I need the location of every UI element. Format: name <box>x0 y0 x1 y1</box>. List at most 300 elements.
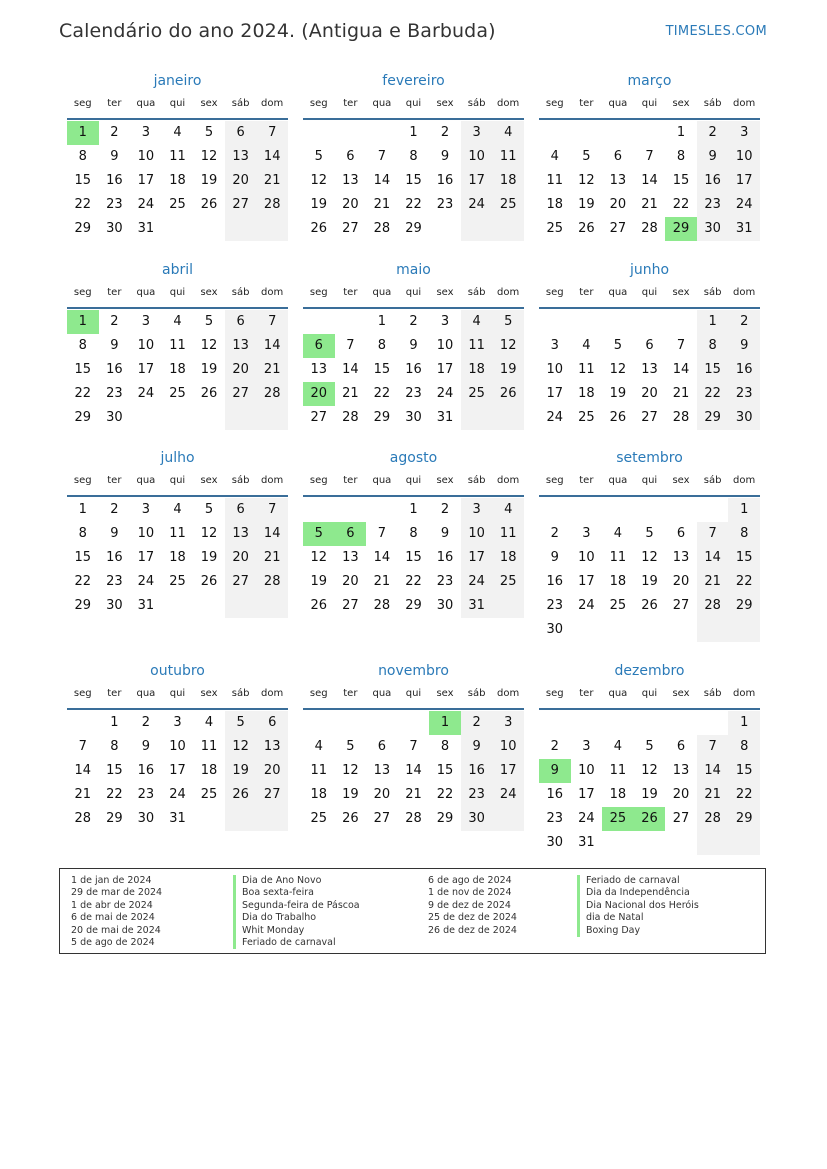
weekday-label: qua <box>372 475 392 486</box>
day-cell: 1 <box>67 121 99 145</box>
weekday-label: ter <box>107 98 122 109</box>
weekday-label: seg <box>545 287 564 298</box>
day-cell: 24 <box>578 598 595 613</box>
weekday-label: dom <box>733 287 756 298</box>
empty-cell <box>634 711 666 735</box>
day-cell: 4 <box>613 739 623 754</box>
header-rule <box>67 118 288 120</box>
day-cell: 12 <box>641 763 658 778</box>
day-cell: 2 <box>110 502 119 517</box>
day-cell: 14 <box>405 763 422 778</box>
day-cell: 31 <box>137 598 155 613</box>
weekday-header <box>303 473 524 495</box>
day-cell: 18 <box>609 787 627 802</box>
weekday-label: qui <box>169 688 186 699</box>
day-cell: 3 <box>728 121 760 145</box>
day-cell: 11 <box>546 173 564 188</box>
weekday-label: qui <box>405 688 422 699</box>
day-cell: 24 <box>546 410 564 425</box>
day-cell: 3 <box>440 314 450 329</box>
day-cell: 25 <box>492 193 524 217</box>
day-cell: 26 <box>492 382 524 406</box>
day-cell: 10 <box>578 550 595 565</box>
day-cell: 1 <box>78 502 87 517</box>
day-cell: 7 <box>256 121 288 145</box>
day-cell: 7 <box>697 735 729 759</box>
day-cell: 4 <box>613 526 623 541</box>
day-cell: 20 <box>609 197 627 212</box>
day-cell: 11 <box>169 149 186 164</box>
day-cell: 30 <box>436 598 454 613</box>
weekday-label: sáb <box>467 475 486 486</box>
day-cell: 23 <box>436 574 454 589</box>
header-rule <box>539 118 760 120</box>
empty-cell <box>225 594 257 618</box>
day-grid <box>303 121 524 241</box>
day-cell: 27 <box>641 410 658 425</box>
legend-holiday-name: Dia Nacional dos Heróis <box>577 900 699 912</box>
day-cell: 28 <box>697 807 729 831</box>
empty-cell <box>492 594 524 618</box>
month-name: fevereiro <box>382 73 445 89</box>
day-cell: 25 <box>169 197 186 212</box>
empty-cell <box>193 594 225 618</box>
day-cell: 31 <box>578 835 595 850</box>
empty-cell <box>303 498 335 522</box>
weekday-label: qua <box>608 98 628 109</box>
day-cell: 18 <box>169 173 186 188</box>
day-cell: 4 <box>492 498 524 522</box>
day-cell: 13 <box>373 763 391 778</box>
month-agosto <box>303 447 524 618</box>
empty-cell <box>539 498 571 522</box>
day-cell: 31 <box>436 410 454 425</box>
day-cell: 11 <box>492 145 524 169</box>
day-cell: 15 <box>436 763 454 778</box>
weekday-header <box>67 686 288 708</box>
day-cell: 4 <box>550 149 559 164</box>
day-cell: 18 <box>169 550 186 565</box>
day-cell: 2 <box>141 715 151 730</box>
empty-cell <box>492 217 524 241</box>
weekday-label: seg <box>545 475 564 486</box>
day-cell: 20 <box>373 787 391 802</box>
day-cell: 6 <box>645 338 654 353</box>
month-name: agosto <box>389 450 438 466</box>
day-cell: 26 <box>225 783 257 807</box>
day-cell: 27 <box>342 221 359 236</box>
day-cell: 15 <box>405 550 422 565</box>
day-cell: 19 <box>609 386 627 401</box>
month-name: maio <box>396 262 431 278</box>
header-rule <box>539 307 760 309</box>
day-cell: 1 <box>728 498 760 522</box>
empty-cell <box>225 217 257 241</box>
empty-cell <box>366 711 398 735</box>
weekday-label: seg <box>309 475 328 486</box>
weekday-label: seg <box>73 688 92 699</box>
day-cell: 25 <box>169 386 186 401</box>
day-cell: 4 <box>173 314 182 329</box>
weekday-label: sex <box>672 475 690 486</box>
day-grid <box>303 310 524 430</box>
weekday-label: ter <box>343 287 358 298</box>
empty-cell <box>634 121 666 145</box>
day-cell: 19 <box>310 197 328 212</box>
day-cell: 22 <box>672 197 690 212</box>
day-cell: 27 <box>310 410 328 425</box>
day-cell: 13 <box>641 362 658 377</box>
legend-holiday-name: Dia da Independência <box>577 887 699 899</box>
weekday-label: qui <box>405 287 422 298</box>
day-cell: 20 <box>672 787 690 802</box>
day-cell: 3 <box>492 711 524 735</box>
weekday-label: qua <box>608 688 628 699</box>
day-cell: 9 <box>539 759 571 783</box>
weekday-label: dom <box>733 475 756 486</box>
header-rule <box>303 495 524 497</box>
day-cell: 19 <box>342 787 359 802</box>
day-cell: 15 <box>672 173 690 188</box>
day-cell: 2 <box>409 314 418 329</box>
day-cell: 29 <box>74 598 92 613</box>
day-cell: 3 <box>550 338 559 353</box>
day-cell: 30 <box>106 598 123 613</box>
day-cell: 11 <box>609 763 627 778</box>
day-cell: 23 <box>546 598 564 613</box>
brand-link[interactable]: TIMESLES.COM <box>665 24 767 39</box>
month-setembro <box>539 447 760 642</box>
empty-cell <box>634 498 666 522</box>
empty-cell <box>492 807 524 831</box>
weekday-label: qui <box>641 688 658 699</box>
legend-holiday-name: Whit Monday <box>233 925 360 937</box>
day-cell: 13 <box>256 735 288 759</box>
day-cell: 15 <box>74 550 92 565</box>
weekday-label: qua <box>372 98 392 109</box>
day-cell: 24 <box>137 386 155 401</box>
day-cell: 22 <box>728 783 760 807</box>
day-cell: 30 <box>106 221 123 236</box>
day-cell: 8 <box>728 522 760 546</box>
day-cell: 28 <box>256 382 288 406</box>
day-cell: 11 <box>310 763 328 778</box>
day-cell: 31 <box>461 594 493 618</box>
day-cell: 13 <box>342 173 359 188</box>
day-cell: 6 <box>377 739 387 754</box>
day-cell: 28 <box>373 598 391 613</box>
day-cell: 22 <box>74 197 92 212</box>
day-cell: 2 <box>697 121 729 145</box>
weekday-label: ter <box>107 287 122 298</box>
day-cell: 13 <box>609 173 627 188</box>
day-cell: 26 <box>310 221 328 236</box>
day-cell: 1 <box>409 125 418 140</box>
header-rule <box>539 708 760 710</box>
weekday-label: sáb <box>231 98 250 109</box>
day-cell: 11 <box>169 526 186 541</box>
weekday-label: ter <box>343 98 358 109</box>
day-cell: 17 <box>492 759 524 783</box>
weekday-label: qua <box>136 688 156 699</box>
day-cell: 3 <box>461 121 493 145</box>
weekday-header <box>539 285 760 307</box>
day-cell: 12 <box>310 550 328 565</box>
day-cell: 20 <box>641 386 658 401</box>
day-cell: 7 <box>676 338 686 353</box>
weekday-label: sáb <box>703 287 722 298</box>
day-cell: 11 <box>492 522 524 546</box>
day-cell: 5 <box>204 314 214 329</box>
month-name: janeiro <box>153 73 202 89</box>
day-cell: 12 <box>200 526 218 541</box>
weekday-label: seg <box>309 287 328 298</box>
header-rule <box>67 708 288 710</box>
day-cell: 21 <box>256 169 288 193</box>
day-cell: 5 <box>303 522 335 546</box>
empty-cell <box>225 406 257 430</box>
empty-cell <box>571 618 603 642</box>
day-cell: 17 <box>137 550 155 565</box>
day-cell: 8 <box>409 149 418 164</box>
weekday-label: dom <box>261 98 284 109</box>
weekday-label: seg <box>545 688 564 699</box>
empty-cell <box>602 121 634 145</box>
day-cell: 16 <box>546 787 564 802</box>
day-cell: 5 <box>204 502 214 517</box>
month-novembro <box>303 660 524 831</box>
weekday-label: seg <box>309 688 328 699</box>
day-cell: 23 <box>728 382 760 406</box>
weekday-label: qua <box>372 287 392 298</box>
empty-cell <box>193 217 225 241</box>
day-cell: 5 <box>582 149 591 164</box>
day-cell: 12 <box>492 334 524 358</box>
day-cell: 5 <box>346 739 355 754</box>
day-cell: 24 <box>461 570 493 594</box>
day-cell: 26 <box>310 598 328 613</box>
day-cell: 13 <box>225 145 257 169</box>
day-cell: 25 <box>602 807 634 831</box>
day-cell: 9 <box>141 739 151 754</box>
empty-cell <box>303 310 335 334</box>
day-cell: 21 <box>342 386 359 401</box>
day-cell: 21 <box>74 787 92 802</box>
day-cell: 30 <box>106 410 123 425</box>
day-cell: 17 <box>546 386 564 401</box>
day-cell: 24 <box>137 197 155 212</box>
day-cell: 19 <box>200 362 218 377</box>
day-cell: 21 <box>697 783 729 807</box>
month-name: dezembro <box>614 663 685 679</box>
weekday-label: ter <box>579 98 594 109</box>
day-cell: 18 <box>578 386 595 401</box>
day-cell: 4 <box>173 502 182 517</box>
day-cell: 29 <box>728 807 760 831</box>
day-cell: 17 <box>728 169 760 193</box>
weekday-label: ter <box>107 475 122 486</box>
day-cell: 21 <box>256 358 288 382</box>
day-cell: 31 <box>728 217 760 241</box>
day-cell: 1 <box>377 314 387 329</box>
day-cell: 31 <box>137 221 155 236</box>
day-cell: 4 <box>173 125 182 140</box>
day-cell: 16 <box>405 362 422 377</box>
day-cell: 21 <box>373 197 391 212</box>
day-cell: 25 <box>546 221 564 236</box>
empty-cell <box>539 121 571 145</box>
day-cell: 9 <box>409 338 418 353</box>
day-cell: 10 <box>137 526 155 541</box>
weekday-label: dom <box>261 287 284 298</box>
day-cell: 7 <box>256 498 288 522</box>
empty-cell <box>571 310 603 334</box>
day-cell: 16 <box>106 362 123 377</box>
day-cell: 8 <box>110 739 119 754</box>
day-cell: 18 <box>169 362 186 377</box>
day-cell: 14 <box>256 334 288 358</box>
weekday-header <box>539 473 760 495</box>
day-grid <box>303 711 524 831</box>
day-cell: 20 <box>225 169 257 193</box>
month-name: julho <box>160 450 195 466</box>
day-cell: 2 <box>461 711 493 735</box>
day-cell: 21 <box>672 386 690 401</box>
empty-cell <box>539 711 571 735</box>
empty-cell <box>67 711 99 735</box>
day-cell: 3 <box>582 739 591 754</box>
day-cell: 1 <box>429 711 461 735</box>
day-cell: 23 <box>546 811 564 826</box>
day-cell: 26 <box>641 598 658 613</box>
header-rule <box>303 708 524 710</box>
weekday-label: ter <box>579 475 594 486</box>
weekday-label: ter <box>579 287 594 298</box>
day-cell: 17 <box>461 169 493 193</box>
weekday-label: qui <box>641 98 658 109</box>
day-cell: 10 <box>461 145 493 169</box>
empty-cell <box>571 121 603 145</box>
day-cell: 24 <box>169 787 186 802</box>
day-cell: 25 <box>461 382 493 406</box>
day-cell: 30 <box>728 406 760 430</box>
day-cell: 14 <box>697 546 729 570</box>
weekday-label: qua <box>608 475 628 486</box>
legend-holiday-name: Feriado de carnaval <box>577 875 699 887</box>
day-cell: 22 <box>106 787 123 802</box>
empty-cell <box>130 406 162 430</box>
weekday-label: sex <box>672 98 690 109</box>
day-cell: 7 <box>256 310 288 334</box>
weekday-label: dom <box>497 287 520 298</box>
day-cell: 26 <box>200 574 218 589</box>
empty-cell <box>303 711 335 735</box>
month-name: novembro <box>378 663 449 679</box>
day-cell: 30 <box>546 622 564 637</box>
empty-cell <box>162 217 194 241</box>
day-cell: 27 <box>342 598 359 613</box>
day-cell: 15 <box>697 358 729 382</box>
weekday-label: qui <box>641 287 658 298</box>
empty-cell <box>335 498 367 522</box>
day-cell: 25 <box>169 574 186 589</box>
weekday-label: sáb <box>467 98 486 109</box>
day-cell: 2 <box>110 314 119 329</box>
day-cell: 10 <box>546 362 564 377</box>
day-cell: 27 <box>225 193 257 217</box>
day-grid <box>539 310 760 430</box>
empty-cell <box>634 310 666 334</box>
day-cell: 13 <box>225 334 257 358</box>
day-cell: 19 <box>578 197 595 212</box>
weekday-label: dom <box>733 688 756 699</box>
day-cell: 12 <box>225 735 257 759</box>
legend-holiday-name: Dia de Ano Novo <box>233 875 360 887</box>
day-cell: 22 <box>405 574 422 589</box>
month-dezembro <box>539 660 760 855</box>
empty-cell <box>665 498 697 522</box>
day-cell: 30 <box>137 811 155 826</box>
day-cell: 24 <box>578 811 595 826</box>
empty-cell <box>429 217 461 241</box>
weekday-label: dom <box>497 98 520 109</box>
weekday-label: sex <box>436 475 454 486</box>
day-cell: 17 <box>436 362 454 377</box>
legend-dates-left <box>71 875 162 949</box>
day-cell: 29 <box>665 217 697 241</box>
day-cell: 15 <box>728 759 760 783</box>
day-cell: 14 <box>74 763 92 778</box>
day-cell: 26 <box>609 410 627 425</box>
month-fevereiro <box>303 70 524 241</box>
day-cell: 29 <box>728 594 760 618</box>
empty-cell <box>697 498 729 522</box>
day-cell: 30 <box>405 410 422 425</box>
empty-cell <box>665 711 697 735</box>
empty-cell <box>162 406 194 430</box>
day-cell: 25 <box>310 811 328 826</box>
empty-cell <box>225 807 257 831</box>
day-grid <box>67 498 288 618</box>
day-cell: 8 <box>440 739 450 754</box>
day-grid <box>303 498 524 618</box>
day-cell: 8 <box>78 149 87 164</box>
day-cell: 6 <box>225 498 257 522</box>
day-cell: 21 <box>256 546 288 570</box>
day-cell: 3 <box>582 526 591 541</box>
day-cell: 30 <box>461 807 493 831</box>
day-cell: 10 <box>461 522 493 546</box>
day-cell: 9 <box>461 735 493 759</box>
weekday-label: qui <box>405 475 422 486</box>
empty-cell <box>193 406 225 430</box>
day-cell: 6 <box>676 739 686 754</box>
day-cell: 26 <box>200 386 218 401</box>
day-cell: 14 <box>697 759 729 783</box>
day-cell: 27 <box>256 783 288 807</box>
day-cell: 22 <box>697 382 729 406</box>
day-cell: 8 <box>409 526 418 541</box>
day-cell: 15 <box>405 173 422 188</box>
day-cell: 6 <box>303 334 335 358</box>
weekday-label: sex <box>436 98 454 109</box>
day-cell: 16 <box>546 574 564 589</box>
day-cell: 3 <box>173 715 182 730</box>
day-cell: 8 <box>78 526 87 541</box>
day-cell: 9 <box>110 338 119 353</box>
weekday-label: qua <box>136 98 156 109</box>
month-julho <box>67 447 288 618</box>
